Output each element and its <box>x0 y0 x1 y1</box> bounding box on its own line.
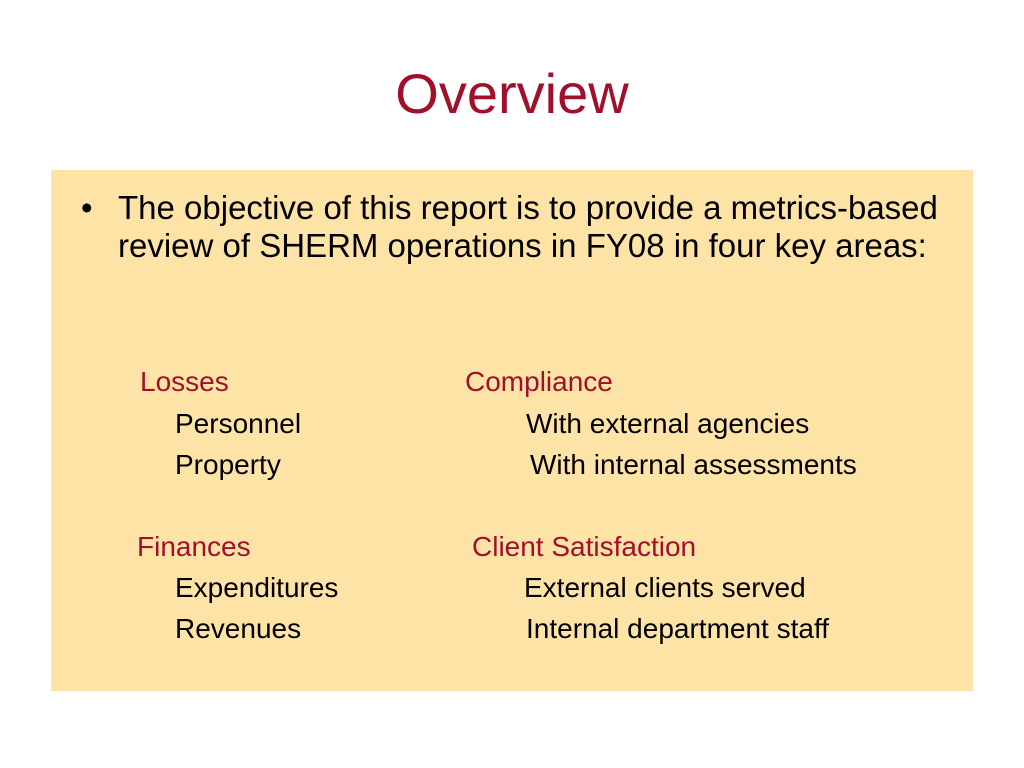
area-heading-losses: Losses <box>140 366 229 397</box>
objective-bullet-text: The objective of this report is to provide a metrics-based review of SHERM operations in FY08 in four key areas: <box>118 189 938 264</box>
area-item-external-agencies: With external agencies <box>526 408 810 439</box>
bullet-marker: • <box>81 189 93 226</box>
area-heading-compliance: Compliance <box>465 366 613 397</box>
area-item-property: Property <box>175 449 281 480</box>
area-item-internal-assessments: With internal assessments <box>530 449 857 480</box>
area-item-personnel: Personnel <box>175 408 302 439</box>
area-heading-client-satisfaction: Client Satisfaction <box>472 531 697 562</box>
area-item-expenditures: Expenditures <box>175 572 339 603</box>
slide-title: Overview <box>395 62 629 125</box>
area-item-revenues: Revenues <box>175 613 302 644</box>
area-item-external-clients: External clients served <box>524 572 806 603</box>
area-heading-finances: Finances <box>137 531 251 562</box>
area-item-internal-staff: Internal department staff <box>526 613 829 644</box>
